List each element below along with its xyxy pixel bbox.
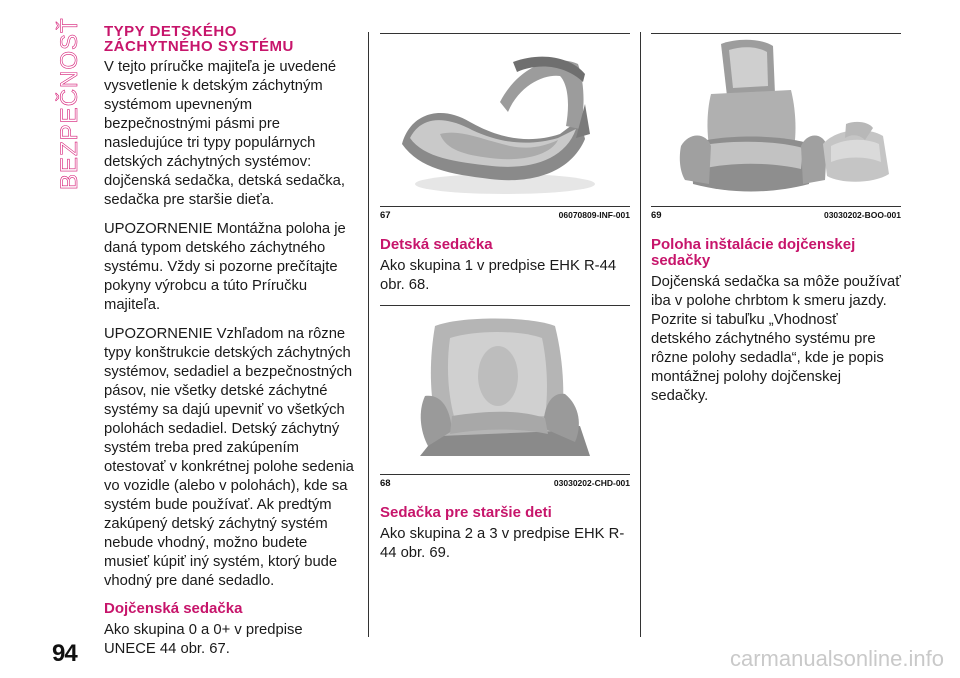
figure-caption — [651, 207, 901, 221]
booster-seat-illustration — [651, 34, 901, 206]
warning-paragraph-1: UPOZORNENIE Montážna poloha je daná typom detského záchytného systému. Vždy si pozorne prečítajte pokyny výrobcu a túto Príručku majiteľa. — [104, 221, 346, 313]
main-heading-line-2: ZÁCHYTNÉHO SYSTÉMU — [104, 38, 294, 55]
figure-67 — [380, 33, 630, 221]
figure-number: 68 — [380, 478, 391, 489]
installation-heading-line-1: Poloha inštalácie dojčenskej — [651, 236, 856, 253]
column-divider-1 — [368, 32, 369, 637]
main-heading-line-1: TYPY DETSKÉHO — [104, 23, 237, 40]
watermark: carmanualsonline.info — [729, 646, 944, 671]
child-seat-heading: Detská sedačka — [380, 236, 493, 253]
infant-seat-paragraph: Ako skupina 0 a 0+ v predpise UNECE 44 obr. 67. — [104, 622, 303, 657]
figure-68 — [380, 305, 630, 489]
infant-carrier-illustration — [380, 34, 630, 206]
booster-seat-heading: Sedačka pre staršie deti — [380, 504, 552, 521]
child-seat-illustration — [380, 306, 630, 474]
figure-number: 69 — [651, 210, 662, 221]
figure-caption — [380, 475, 630, 489]
figure-69 — [651, 33, 901, 221]
page-number: 94 — [52, 640, 77, 667]
warning-paragraph-2: UPOZORNENIE Vzhľadom na rôzne typy konštrukcie detských záchytných systémov, sedadiel a bezpečnostných pásov, nie všetky detské záchytné systémy sa dajú upevniť vo všetkých polohách sedadiel. Detský záchytný systém treba pred zakúpením otestovať v konkrétnej polohe sedenia vo vozidle (alebo v polohách), kde sa systém bude používať. Ak predtým zakúpený detský záchytný systém nebude vhodný, možno budete musieť kúpiť iný systém, ktorý bude vhodný pre dané sedadlo. — [104, 326, 354, 589]
installation-position-paragraph: Dojčenská sedačka sa môže používať iba v polohe chrbtom k smeru jazdy. Pozrite si tabuľku „Vhodnosť detského záchytného systému pre rôzne polohy sedadla“, kde je popis montážnej polohy dojčenskej sedačky. — [651, 274, 901, 404]
figure-number: 67 — [380, 210, 391, 221]
figure-code: 03030202-BOO-001 — [823, 210, 901, 220]
infant-seat-heading: Dojčenská sedačka — [104, 600, 243, 617]
booster-seat-paragraph: Ako skupina 2 a 3 v predpise EHK R-44 obr. 69. — [380, 526, 625, 561]
installation-heading-line-2: sedačky — [651, 252, 711, 269]
installation-position-heading — [651, 237, 901, 269]
column-divider-2 — [640, 32, 641, 637]
figure-caption — [380, 207, 630, 221]
intro-paragraph: V tejto príručke majiteľa je uvedené vysvetlenie k detským záchytným systémom upevneným bezpečnostnými pásmi pre nasledujúce tri typy populárnych detských záchytných systémov: dojčenská sedačka, detská sedačka, sedačka pre staršie dieťa. — [104, 59, 346, 208]
figure-code: 06070809-INF-001 — [558, 210, 630, 220]
column-3 — [651, 33, 901, 416]
column-1 — [104, 24, 356, 669]
child-seat-paragraph: Ako skupina 1 v predpise EHK R-44 obr. 68. — [380, 258, 617, 293]
section-title: BEZPEČNOSŤ — [56, 17, 83, 190]
column-2 — [380, 33, 630, 573]
figure-code: 03030202-CHD-001 — [553, 478, 630, 488]
main-heading — [104, 24, 356, 54]
